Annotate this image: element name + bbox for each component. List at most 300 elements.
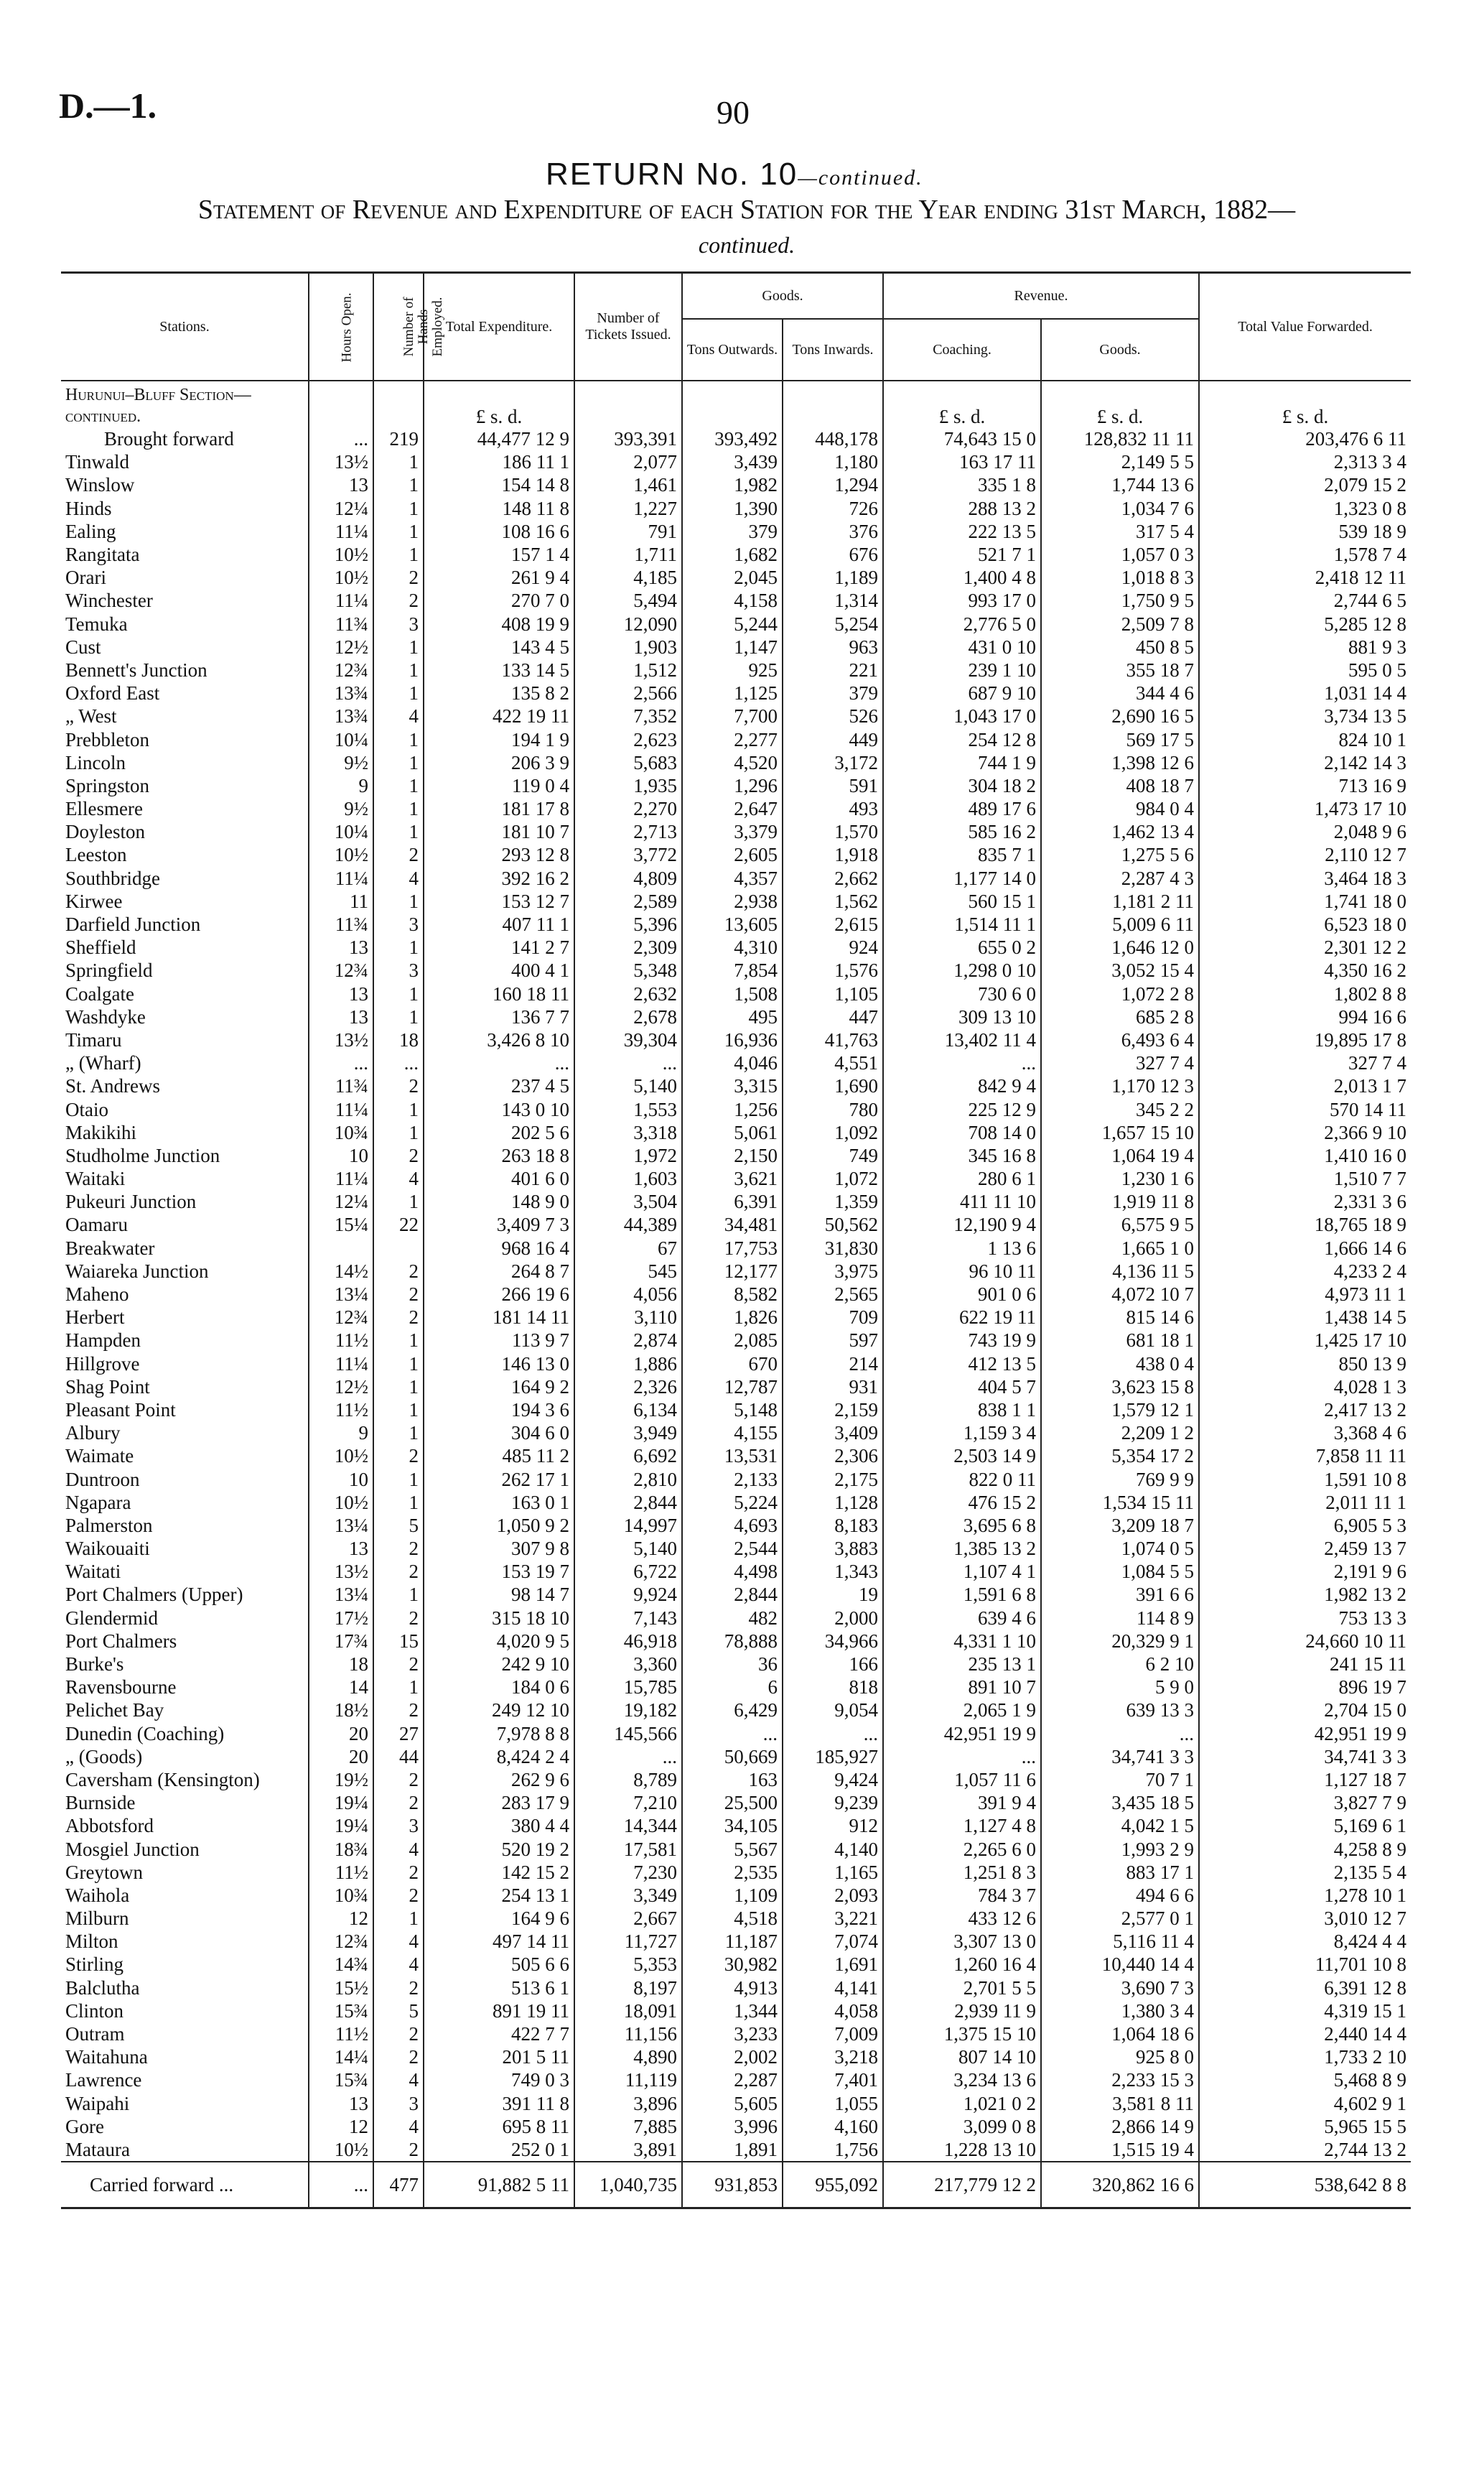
- total-expenditure: 133 14 5: [424, 659, 574, 682]
- revenue-goods: 1,919 11 8: [1041, 1190, 1199, 1213]
- revenue-coaching: 687 9 10: [883, 682, 1041, 705]
- tickets-issued: 791: [574, 520, 682, 543]
- table-row: [61, 1653, 1411, 1676]
- revenue-coaching: ...: [883, 1051, 1041, 1074]
- hours-open: 10½: [309, 1491, 373, 1514]
- revenue-coaching: 4,331 1 10: [883, 1630, 1041, 1653]
- station-name: Glendermid: [65, 1607, 158, 1629]
- tons-outwards: 3,379: [682, 820, 783, 843]
- tons-outwards: 1,296: [682, 774, 783, 797]
- total-value: 713 16 9: [1199, 774, 1411, 797]
- station-name: Hampden: [65, 1329, 141, 1352]
- hands-employed: 15: [373, 1630, 424, 1653]
- tons-inwards: 8,183: [783, 1514, 883, 1537]
- tons-outwards: 6,429: [682, 1698, 783, 1721]
- total-value: 1,578 7 4: [1199, 543, 1411, 566]
- total-value: 4,350 16 2: [1199, 959, 1411, 982]
- hours-open: 9½: [309, 797, 373, 820]
- total-value: 241 15 11: [1199, 1653, 1411, 1676]
- table-row: [61, 682, 1411, 705]
- revenue-goods: 3,435 18 5: [1041, 1791, 1199, 1814]
- tons-inwards: 1,072: [783, 1167, 883, 1190]
- total-value: 1,127 18 7: [1199, 1768, 1411, 1791]
- table-row: [61, 2068, 1411, 2091]
- hands-employed: 2: [373, 1537, 424, 1560]
- hands-employed: 3: [373, 613, 424, 636]
- hours-open: 13¼: [309, 1514, 373, 1537]
- table-row: [61, 1144, 1411, 1167]
- tons-outwards: 4,693: [682, 1514, 783, 1537]
- table-row: [61, 1583, 1411, 1606]
- total-expenditure: 380 4 4: [424, 1814, 574, 1837]
- tickets-issued: 7,210: [574, 1791, 682, 1814]
- revenue-goods: 1,181 2 11: [1041, 890, 1199, 913]
- hours-open: ...: [309, 1051, 373, 1074]
- table-row: [61, 2045, 1411, 2068]
- hours-open: 14½: [309, 1260, 373, 1283]
- station-name: St. Andrews: [65, 1075, 161, 1097]
- total-expenditure: 242 9 10: [424, 1653, 574, 1676]
- hours-open: 10¾: [309, 1121, 373, 1144]
- revenue-coaching: 391 9 4: [883, 1791, 1041, 1814]
- tons-outwards: 2,938: [682, 890, 783, 913]
- tons-outwards: 5,061: [682, 1121, 783, 1144]
- tons-outwards: 3,621: [682, 1167, 783, 1190]
- tickets-issued: 1,972: [574, 1144, 682, 1167]
- hands-employed: 5: [373, 1999, 424, 2022]
- hours-open: 11¾: [309, 613, 373, 636]
- tons-outwards: ...: [682, 1722, 783, 1745]
- total-expenditure: 408 19 9: [424, 613, 574, 636]
- station-name: Burnside: [65, 1792, 136, 1814]
- hours-open: 10¼: [309, 820, 373, 843]
- tickets-issued: 3,360: [574, 1653, 682, 1676]
- station-name: Ellesmere: [65, 798, 143, 820]
- carried-forward-row: [61, 2162, 1411, 2208]
- revenue-goods: 1,230 1 6: [1041, 1167, 1199, 1190]
- hands-employed: 3: [373, 1814, 424, 1837]
- station-name: Ealing: [65, 520, 116, 542]
- table-row: [61, 1907, 1411, 1930]
- revenue-coaching: 743 19 9: [883, 1329, 1041, 1352]
- tons-inwards: 912: [783, 1814, 883, 1837]
- total-expenditure: 283 17 9: [424, 1791, 574, 1814]
- total-expenditure: 307 9 8: [424, 1537, 574, 1560]
- hours-open: 10¼: [309, 728, 373, 750]
- tons-inwards: 1,128: [783, 1491, 883, 1514]
- total-expenditure: 153 19 7: [424, 1560, 574, 1583]
- revenue-coaching: 708 14 0: [883, 1121, 1041, 1144]
- tons-inwards: 9,054: [783, 1698, 883, 1721]
- tons-outwards: 393,492: [682, 427, 783, 450]
- tickets-issued: 393,391: [574, 427, 682, 450]
- total-expenditure: 401 6 0: [424, 1167, 574, 1190]
- hours-open: 13½: [309, 1560, 373, 1583]
- station-name: Southbridge: [65, 867, 160, 889]
- tickets-issued: 14,344: [574, 1814, 682, 1837]
- table-row: [61, 2022, 1411, 2045]
- total-value: 2,313 3 4: [1199, 450, 1411, 473]
- tons-inwards: 1,189: [783, 566, 883, 589]
- header-goods: Goods.: [682, 273, 883, 320]
- hours-open: 12¾: [309, 959, 373, 982]
- total-expenditure: 163 0 1: [424, 1491, 574, 1514]
- revenue-goods: 925 8 0: [1041, 2045, 1199, 2068]
- tons-inwards: 5,254: [783, 613, 883, 636]
- tons-inwards: 726: [783, 497, 883, 520]
- hands-employed: 3: [373, 959, 424, 982]
- revenue-goods: 327 7 4: [1041, 1051, 1199, 1074]
- station-name: Albury: [65, 1422, 121, 1444]
- hands-employed: 1: [373, 1329, 424, 1352]
- tons-inwards: 749: [783, 1144, 883, 1167]
- tickets-issued: 3,772: [574, 843, 682, 866]
- table-row: [61, 1676, 1411, 1698]
- hours-open: 15¾: [309, 1999, 373, 2022]
- revenue-coaching: 2,265 6 0: [883, 1837, 1041, 1860]
- revenue-goods: 1,579 12 1: [1041, 1398, 1199, 1421]
- tons-inwards: 185,927: [783, 1745, 883, 1768]
- station-name: Pukeuri Junction: [65, 1191, 197, 1213]
- total-expenditure: 154 14 8: [424, 473, 574, 496]
- total-expenditure: 249 12 10: [424, 1698, 574, 1721]
- hours-open: ...: [309, 427, 373, 450]
- station-name: Gore: [65, 2115, 104, 2137]
- total-value: 1,425 17 10: [1199, 1329, 1411, 1352]
- revenue-coaching: 309 13 10: [883, 1005, 1041, 1028]
- tickets-issued: 6,692: [574, 1444, 682, 1467]
- tons-outwards: 1,826: [682, 1306, 783, 1329]
- hands-employed: 4: [373, 705, 424, 728]
- revenue-coaching: 842 9 4: [883, 1074, 1041, 1097]
- total-value: 203,476 6 11: [1199, 427, 1411, 450]
- revenue-goods: 3,690 7 3: [1041, 1976, 1199, 1999]
- hours-open: 13: [309, 1005, 373, 1028]
- hands-employed: 1: [373, 450, 424, 473]
- hours-open: 11½: [309, 1861, 373, 1884]
- total-value: 824 10 1: [1199, 728, 1411, 750]
- revenue-goods: 2,149 5 5: [1041, 450, 1199, 473]
- tons-inwards: 4,141: [783, 1976, 883, 1999]
- revenue-coaching: 1,385 13 2: [883, 1537, 1041, 1560]
- hands-employed: 1: [373, 659, 424, 682]
- hours-open: 17½: [309, 1607, 373, 1630]
- total-value: 538,642 8 8: [1199, 2162, 1411, 2208]
- hands-employed: 1: [373, 1121, 424, 1144]
- station-name: Carried forward ...: [61, 2162, 309, 2208]
- tickets-issued: 3,110: [574, 1306, 682, 1329]
- tickets-issued: 6,722: [574, 1560, 682, 1583]
- tons-outwards: 1,109: [682, 1884, 783, 1907]
- tons-inwards: 1,576: [783, 959, 883, 982]
- tons-inwards: 379: [783, 682, 883, 705]
- table-row: [61, 1467, 1411, 1490]
- revenue-goods: 2,866 14 9: [1041, 2115, 1199, 2138]
- hours-open: 12¾: [309, 659, 373, 682]
- station-name: Prebbleton: [65, 728, 149, 750]
- revenue-goods: 408 18 7: [1041, 774, 1199, 797]
- hours-open: 12¾: [309, 1930, 373, 1953]
- unit-header: £ s. d.: [424, 381, 574, 427]
- tickets-issued: 1,461: [574, 473, 682, 496]
- tons-inwards: 1,690: [783, 1074, 883, 1097]
- revenue-coaching: 235 13 1: [883, 1653, 1041, 1676]
- station-name: Timaru: [65, 1028, 122, 1051]
- station-name: Port Chalmers (Upper): [65, 1584, 243, 1606]
- tons-inwards: 1,562: [783, 890, 883, 913]
- station-name: Hinds: [65, 497, 112, 519]
- hours-open: ...: [309, 2162, 373, 2208]
- revenue-coaching: 521 7 1: [883, 543, 1041, 566]
- hands-employed: 1: [373, 636, 424, 659]
- total-expenditure: 143 4 5: [424, 636, 574, 659]
- total-value: 4,602 9 1: [1199, 2092, 1411, 2115]
- tons-outwards: 2,647: [682, 797, 783, 820]
- hands-employed: 1: [373, 1398, 424, 1421]
- table-row: [61, 1260, 1411, 1283]
- header-revenue: Revenue.: [883, 273, 1199, 320]
- table-row: [61, 1861, 1411, 1884]
- total-expenditure: ...: [424, 1051, 574, 1074]
- table-row: [61, 1190, 1411, 1213]
- tons-outwards: 2,150: [682, 1144, 783, 1167]
- station-name: Lawrence: [65, 2069, 142, 2091]
- revenue-coaching: 42,951 19 9: [883, 1722, 1041, 1745]
- revenue-goods: 984 0 4: [1041, 797, 1199, 820]
- station-name: Brought forward: [104, 428, 234, 450]
- tons-inwards: 2,306: [783, 1444, 883, 1467]
- tons-inwards: 3,172: [783, 751, 883, 774]
- table-row: [61, 1630, 1411, 1653]
- hands-employed: 2: [373, 1607, 424, 1630]
- table-row: [61, 1167, 1411, 1190]
- station-name: „ (Goods): [65, 1745, 143, 1767]
- tons-inwards: 2,175: [783, 1467, 883, 1490]
- station-name: Port Chalmers: [65, 1630, 177, 1652]
- station-name: Greytown: [65, 1861, 143, 1883]
- revenue-coaching: 1,400 4 8: [883, 566, 1041, 589]
- total-value: 4,233 2 4: [1199, 1260, 1411, 1283]
- tons-outwards: 163: [682, 1768, 783, 1791]
- revenue-coaching: 730 6 0: [883, 982, 1041, 1005]
- tons-outwards: 3,996: [682, 2115, 783, 2138]
- return-title: [546, 157, 923, 192]
- tons-outwards: 1,982: [682, 473, 783, 496]
- header-tons-inwards: Tons Inwards.: [783, 319, 883, 381]
- hours-open: 15½: [309, 1976, 373, 1999]
- total-value: 1,733 2 10: [1199, 2045, 1411, 2068]
- total-expenditure: 98 14 7: [424, 1583, 574, 1606]
- hours-open: 10½: [309, 543, 373, 566]
- tickets-issued: 3,949: [574, 1421, 682, 1444]
- total-value: 3,368 4 6: [1199, 1421, 1411, 1444]
- hands-employed: 1: [373, 982, 424, 1005]
- revenue-goods: 1,074 0 5: [1041, 1537, 1199, 1560]
- total-expenditure: 3,409 7 3: [424, 1213, 574, 1236]
- table-row: [61, 1028, 1411, 1051]
- tickets-issued: 5,683: [574, 751, 682, 774]
- revenue-goods: 1,534 15 11: [1041, 1491, 1199, 1514]
- total-value: 4,258 8 9: [1199, 1837, 1411, 1860]
- tons-outwards: 931,853: [682, 2162, 783, 2208]
- revenue-goods: 4,042 1 5: [1041, 1814, 1199, 1837]
- hands-employed: 2: [373, 843, 424, 866]
- revenue-coaching: 288 13 2: [883, 497, 1041, 520]
- revenue-coaching: 1,057 11 6: [883, 1768, 1041, 1791]
- tickets-issued: 3,504: [574, 1190, 682, 1213]
- total-expenditure: 201 5 11: [424, 2045, 574, 2068]
- hours-open: 11¼: [309, 1097, 373, 1120]
- tons-outwards: 495: [682, 1005, 783, 1028]
- total-expenditure: 164 9 2: [424, 1375, 574, 1398]
- tons-outwards: 1,256: [682, 1097, 783, 1120]
- total-expenditure: 262 9 6: [424, 1768, 574, 1791]
- revenue-goods: 6 2 10: [1041, 1653, 1199, 1676]
- revenue-goods: 2,233 15 3: [1041, 2068, 1199, 2091]
- tons-inwards: 50,562: [783, 1213, 883, 1236]
- hours-open: 20: [309, 1745, 373, 1768]
- tons-outwards: 925: [682, 659, 783, 682]
- tons-outwards: 36: [682, 1653, 783, 1676]
- tickets-issued: 7,352: [574, 705, 682, 728]
- hours-open: 10½: [309, 566, 373, 589]
- station-name: „ West: [65, 705, 117, 728]
- hours-open: 11¼: [309, 867, 373, 890]
- hours-open: 10½: [309, 1444, 373, 1467]
- tickets-issued: 12,090: [574, 613, 682, 636]
- hours-open: 19¼: [309, 1791, 373, 1814]
- tickets-issued: 3,349: [574, 1884, 682, 1907]
- tickets-issued: 1,711: [574, 543, 682, 566]
- tons-inwards: 31,830: [783, 1237, 883, 1260]
- total-value: 2,704 15 0: [1199, 1698, 1411, 1721]
- table-row: [61, 473, 1411, 496]
- hours-open: 18: [309, 1653, 373, 1676]
- station-name: „ (Wharf): [65, 1052, 141, 1074]
- tons-outwards: 2,133: [682, 1467, 783, 1490]
- hands-employed: 1: [373, 1190, 424, 1213]
- total-expenditure: 119 0 4: [424, 774, 574, 797]
- tons-inwards: 7,074: [783, 1930, 883, 1953]
- revenue-coaching: 1,043 17 0: [883, 705, 1041, 728]
- tickets-issued: 2,077: [574, 450, 682, 473]
- tons-inwards: 3,883: [783, 1537, 883, 1560]
- total-expenditure: 91,882 5 11: [424, 2162, 574, 2208]
- total-expenditure: 261 9 4: [424, 566, 574, 589]
- total-value: 11,701 10 8: [1199, 1953, 1411, 1976]
- tickets-issued: 44,389: [574, 1213, 682, 1236]
- total-expenditure: 968 16 4: [424, 1237, 574, 1260]
- hours-open: 12¼: [309, 1190, 373, 1213]
- table-row: [61, 2115, 1411, 2138]
- total-expenditure: 148 9 0: [424, 1190, 574, 1213]
- revenue-coaching: 431 0 10: [883, 636, 1041, 659]
- hands-employed: 1: [373, 520, 424, 543]
- tons-inwards: 2,093: [783, 1884, 883, 1907]
- revenue-goods: 3,209 18 7: [1041, 1514, 1199, 1537]
- station-name: Stirling: [65, 1953, 124, 1976]
- tons-outwards: 8,582: [682, 1283, 783, 1306]
- hours-open: 11¼: [309, 589, 373, 612]
- revenue-coaching: 13,402 11 4: [883, 1028, 1041, 1051]
- tons-outwards: 6: [682, 1676, 783, 1698]
- total-value: 19,895 17 8: [1199, 1028, 1411, 1051]
- total-expenditure: 262 17 1: [424, 1467, 574, 1490]
- table-row: [61, 1121, 1411, 1144]
- total-value: 1,741 18 0: [1199, 890, 1411, 913]
- tons-outwards: 2,085: [682, 1329, 783, 1352]
- tons-inwards: 19: [783, 1583, 883, 1606]
- tickets-issued: 1,553: [574, 1097, 682, 1120]
- tickets-issued: 3,896: [574, 2092, 682, 2115]
- revenue-goods: 1,072 2 8: [1041, 982, 1199, 1005]
- tons-outwards: 1,390: [682, 497, 783, 520]
- total-value: 994 16 6: [1199, 1005, 1411, 1028]
- hands-employed: 5: [373, 1514, 424, 1537]
- total-expenditure: 181 10 7: [424, 820, 574, 843]
- total-value: 2,048 9 6: [1199, 820, 1411, 843]
- hands-employed: 4: [373, 1837, 424, 1860]
- revenue-goods: 344 4 6: [1041, 682, 1199, 705]
- station-name: Balclutha: [65, 1976, 140, 1999]
- revenue-coaching: 639 4 6: [883, 1607, 1041, 1630]
- table-row: [61, 1375, 1411, 1398]
- total-expenditure: 304 6 0: [424, 1421, 574, 1444]
- total-expenditure: 186 11 1: [424, 450, 574, 473]
- hours-open: 13: [309, 982, 373, 1005]
- hours-open: 12: [309, 2115, 373, 2138]
- station-name: Oxford East: [65, 682, 160, 705]
- tons-inwards: 1,180: [783, 450, 883, 473]
- table-row: [61, 2138, 1411, 2162]
- revenue-coaching: 335 1 8: [883, 473, 1041, 496]
- revenue-goods: ...: [1041, 1722, 1199, 1745]
- total-expenditure: 266 19 6: [424, 1283, 574, 1306]
- revenue-goods: 5,354 17 2: [1041, 1444, 1199, 1467]
- station-name: Makikihi: [65, 1121, 136, 1143]
- station-name: Breakwater: [65, 1237, 155, 1259]
- hours-open: 13¾: [309, 682, 373, 705]
- return-title-main: RETURN No. 10: [546, 157, 798, 192]
- tons-outwards: 11,187: [682, 1930, 783, 1953]
- tickets-issued: 4,056: [574, 1283, 682, 1306]
- total-value: 4,319 15 1: [1199, 1999, 1411, 2022]
- hands-employed: 4: [373, 2115, 424, 2138]
- tickets-issued: 17,581: [574, 1837, 682, 1860]
- tons-outwards: 4,158: [682, 589, 783, 612]
- tons-inwards: 1,918: [783, 843, 883, 866]
- return-title-suffix: —continued.: [798, 166, 923, 190]
- total-value: 2,744 6 5: [1199, 589, 1411, 612]
- tons-outwards: 34,105: [682, 1814, 783, 1837]
- revenue-goods: 1,750 9 5: [1041, 589, 1199, 612]
- tickets-issued: 1,227: [574, 497, 682, 520]
- revenue-coaching: 2,701 5 5: [883, 1976, 1041, 1999]
- tons-inwards: 1,165: [783, 1861, 883, 1884]
- hours-open: 11¼: [309, 520, 373, 543]
- tons-inwards: 1,570: [783, 820, 883, 843]
- tickets-issued: 18,091: [574, 1999, 682, 2022]
- hours-open: 11½: [309, 1398, 373, 1421]
- station-name: Washdyke: [65, 1005, 146, 1028]
- revenue-coaching: 1,107 4 1: [883, 1560, 1041, 1583]
- revenue-goods: 320,862 16 6: [1041, 2162, 1199, 2208]
- tons-inwards: 526: [783, 705, 883, 728]
- revenue-coaching: 838 1 1: [883, 1398, 1041, 1421]
- tons-outwards: 482: [682, 1607, 783, 1630]
- revenue-goods: 569 17 5: [1041, 728, 1199, 750]
- hours-open: 11½: [309, 1329, 373, 1352]
